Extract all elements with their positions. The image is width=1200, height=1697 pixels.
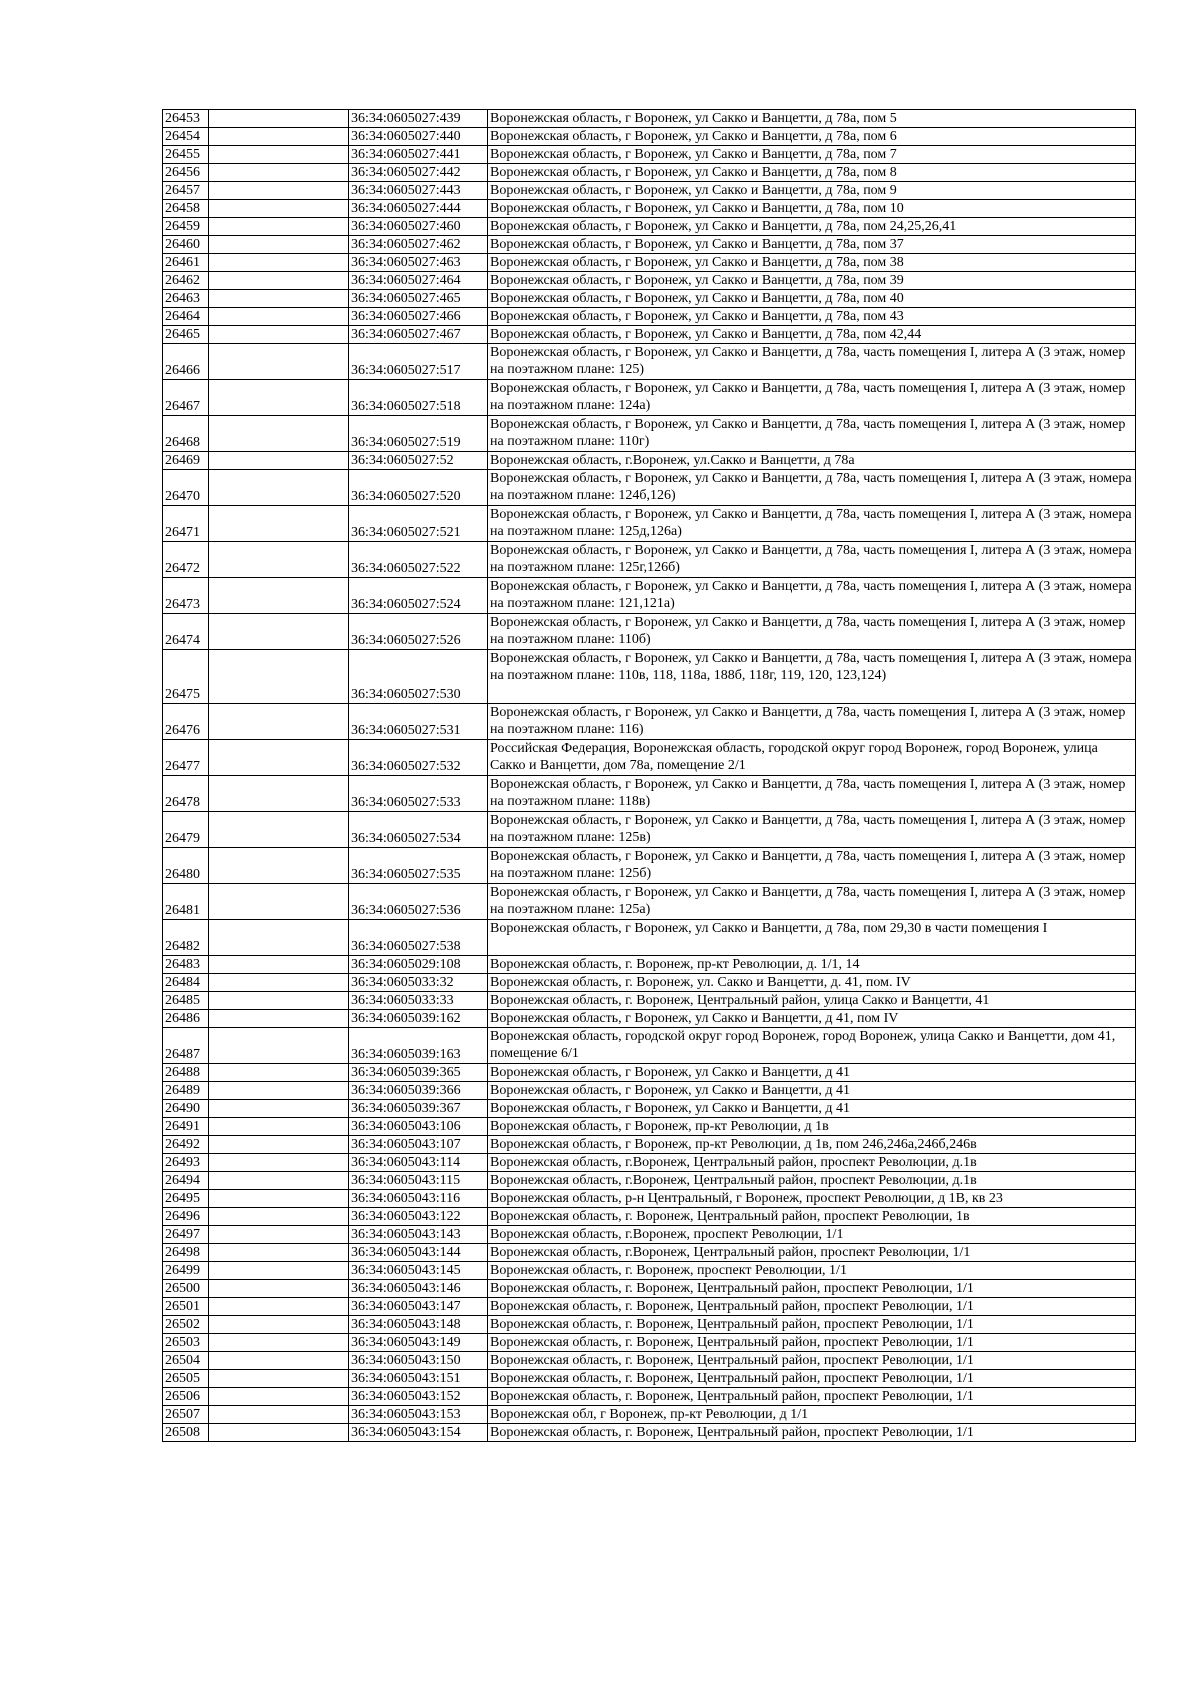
cadastral-number-cell: 36:34:0605027:444 (349, 200, 488, 218)
address-cell: Воронежская область, г Воронеж, ул Сакко и Ванцетти, д 78а, часть помещения I, литера А (3 этаж, номер на поэтажном плане: 125б) (488, 848, 1136, 884)
row-number-cell: 26458 (163, 200, 209, 218)
table-row (163, 1370, 1136, 1388)
table-row (163, 146, 1136, 164)
address-cell: Воронежская область, г. Воронеж, Центральный район, проспект Революции, 1/1 (488, 1280, 1136, 1298)
table-row (163, 1154, 1136, 1172)
table-row (163, 1406, 1136, 1424)
cadastral-number-cell: 36:34:0605027:460 (349, 218, 488, 236)
cadastral-number-cell: 36:34:0605027:532 (349, 740, 488, 776)
empty-cell (209, 1208, 349, 1226)
row-number-cell: 26466 (163, 344, 209, 380)
row-number-cell: 26477 (163, 740, 209, 776)
cadastral-number-cell: 36:34:0605043:114 (349, 1154, 488, 1172)
row-number-cell: 26481 (163, 884, 209, 920)
cadastral-number-cell: 36:34:0605027:517 (349, 344, 488, 380)
table-row (163, 1172, 1136, 1190)
empty-cell (209, 416, 349, 452)
table-row (163, 812, 1136, 848)
empty-cell (209, 1028, 349, 1064)
empty-cell (209, 776, 349, 812)
row-number-cell: 26480 (163, 848, 209, 884)
table-row (163, 236, 1136, 254)
row-number-cell: 26476 (163, 704, 209, 740)
row-number-cell: 26475 (163, 650, 209, 704)
table-row (163, 1352, 1136, 1370)
table-row (163, 164, 1136, 182)
row-number-cell: 26455 (163, 146, 209, 164)
registry-table (162, 109, 1136, 1442)
table-row (163, 1028, 1136, 1064)
empty-cell (209, 884, 349, 920)
cadastral-number-cell: 36:34:0605027:467 (349, 326, 488, 344)
table-row (163, 956, 1136, 974)
address-cell: Воронежская область, г. Воронеж, Центральный район, проспект Революции, 1/1 (488, 1316, 1136, 1334)
row-number-cell: 26467 (163, 380, 209, 416)
table-row (163, 542, 1136, 578)
address-cell: Воронежская область, г. Воронеж, Центральный район, проспект Революции, 1/1 (488, 1352, 1136, 1370)
cadastral-number-cell: 36:34:0605027:530 (349, 650, 488, 704)
empty-cell (209, 1424, 349, 1442)
address-cell: Воронежская область, г. Воронеж, Центральный район, улица Сакко и Ванцетти, 41 (488, 992, 1136, 1010)
row-number-cell: 26456 (163, 164, 209, 182)
address-cell: Воронежская область, г.Воронеж, Центральный район, проспект Революции, д.1в (488, 1154, 1136, 1172)
empty-cell (209, 812, 349, 848)
empty-cell (209, 920, 349, 956)
empty-cell (209, 956, 349, 974)
empty-cell (209, 254, 349, 272)
table-row (163, 416, 1136, 452)
address-cell: Воронежская область, г Воронеж, ул Сакко и Ванцетти, д 78а, пом 38 (488, 254, 1136, 272)
address-cell: Воронежская область, г. Воронеж, Центральный район, проспект Революции, 1/1 (488, 1424, 1136, 1442)
row-number-cell: 26487 (163, 1028, 209, 1064)
empty-cell (209, 1010, 349, 1028)
cadastral-number-cell: 36:34:0605027:526 (349, 614, 488, 650)
row-number-cell: 26507 (163, 1406, 209, 1424)
address-cell: Воронежская область, г.Воронеж, проспект Революции, 1/1 (488, 1226, 1136, 1244)
empty-cell (209, 1082, 349, 1100)
empty-cell (209, 326, 349, 344)
row-number-cell: 26497 (163, 1226, 209, 1244)
row-number-cell: 26482 (163, 920, 209, 956)
address-cell: Воронежская область, г Воронеж, ул Сакко и Ванцетти, д 78а, часть помещения I, литера А (3 этаж, номер на поэтажном плане: 118в) (488, 776, 1136, 812)
empty-cell (209, 1190, 349, 1208)
cadastral-number-cell: 36:34:0605039:365 (349, 1064, 488, 1082)
row-number-cell: 26490 (163, 1100, 209, 1118)
row-number-cell: 26505 (163, 1370, 209, 1388)
address-cell: Воронежская область, г Воронеж, ул Сакко и Ванцетти, д 78а, пом 42,44 (488, 326, 1136, 344)
empty-cell (209, 290, 349, 308)
address-cell: Воронежская область, г.Воронеж, Центральный район, проспект Революции, 1/1 (488, 1244, 1136, 1262)
cadastral-number-cell: 36:34:0605027:531 (349, 704, 488, 740)
cadastral-number-cell: 36:34:0605027:535 (349, 848, 488, 884)
address-cell: Воронежская область, г Воронеж, ул Сакко и Ванцетти, д 78а, часть помещения I, литера А (3 этаж, номер на поэтажном плане: 125в) (488, 812, 1136, 848)
row-number-cell: 26506 (163, 1388, 209, 1406)
cadastral-number-cell: 36:34:0605043:148 (349, 1316, 488, 1334)
table-row (163, 848, 1136, 884)
empty-cell (209, 1388, 349, 1406)
empty-cell (209, 1280, 349, 1298)
empty-cell (209, 146, 349, 164)
address-cell: Воронежская область, р-н Центральный, г Воронеж, проспект Революции, д 1В, кв 23 (488, 1190, 1136, 1208)
cadastral-number-cell: 36:34:0605027:465 (349, 290, 488, 308)
address-cell: Воронежская область, г. Воронеж, пр-кт Революции, д. 1/1, 14 (488, 956, 1136, 974)
cadastral-number-cell: 36:34:0605027:462 (349, 236, 488, 254)
table-row (163, 1082, 1136, 1100)
empty-cell (209, 470, 349, 506)
cadastral-number-cell: 36:34:0605039:163 (349, 1028, 488, 1064)
row-number-cell: 26472 (163, 542, 209, 578)
cadastral-number-cell: 36:34:0605027:519 (349, 416, 488, 452)
row-number-cell: 26500 (163, 1280, 209, 1298)
table-row (163, 1388, 1136, 1406)
address-cell: Воронежская область, г. Воронеж, Центральный район, проспект Революции, 1/1 (488, 1370, 1136, 1388)
address-cell: Воронежская область, г Воронеж, ул Сакко и Ванцетти, д 78а, пом 43 (488, 308, 1136, 326)
row-number-cell: 26504 (163, 1352, 209, 1370)
table-row (163, 776, 1136, 812)
table-row (163, 1118, 1136, 1136)
empty-cell (209, 182, 349, 200)
empty-cell (209, 452, 349, 470)
empty-cell (209, 542, 349, 578)
address-cell: Воронежская область, г Воронеж, ул Сакко и Ванцетти, д 78а, часть помещения I, литера А (3 этаж, номер на поэтажном плане: 116) (488, 704, 1136, 740)
empty-cell (209, 1298, 349, 1316)
table-row (163, 614, 1136, 650)
table-row (163, 290, 1136, 308)
cadastral-number-cell: 36:34:0605027:466 (349, 308, 488, 326)
row-number-cell: 26457 (163, 182, 209, 200)
address-cell: Воронежская область, г. Воронеж, проспект Революции, 1/1 (488, 1262, 1136, 1280)
row-number-cell: 26486 (163, 1010, 209, 1028)
address-cell: Воронежская область, городской округ город Воронеж, город Воронеж, улица Сакко и Ванцетти, дом 41, помещение 6/1 (488, 1028, 1136, 1064)
row-number-cell: 26465 (163, 326, 209, 344)
table-row (163, 578, 1136, 614)
cadastral-number-cell: 36:34:0605043:149 (349, 1334, 488, 1352)
row-number-cell: 26471 (163, 506, 209, 542)
table-row (163, 1226, 1136, 1244)
address-cell: Воронежская область, г Воронеж, ул Сакко и Ванцетти, д 78а, часть помещения I, литера А (3 этаж, номера на поэтажном плане: 121,121а) (488, 578, 1136, 614)
empty-cell (209, 380, 349, 416)
empty-cell (209, 110, 349, 128)
table-row (163, 992, 1136, 1010)
empty-cell (209, 506, 349, 542)
cadastral-number-cell: 36:34:0605043:107 (349, 1136, 488, 1154)
address-cell: Воронежская область, г Воронеж, ул Сакко и Ванцетти, д 78а, пом 6 (488, 128, 1136, 146)
address-cell: Воронежская область, г Воронеж, ул Сакко и Ванцетти, д 78а, часть помещения I, литера А (3 этаж, номер на поэтажном плане: 125) (488, 344, 1136, 380)
cadastral-number-cell: 36:34:0605043:143 (349, 1226, 488, 1244)
table-row (163, 254, 1136, 272)
cadastral-number-cell: 36:34:0605039:366 (349, 1082, 488, 1100)
row-number-cell: 26463 (163, 290, 209, 308)
cadastral-number-cell: 36:34:0605027:536 (349, 884, 488, 920)
empty-cell (209, 974, 349, 992)
cadastral-number-cell: 36:34:0605043:106 (349, 1118, 488, 1136)
cadastral-number-cell: 36:34:0605043:154 (349, 1424, 488, 1442)
address-cell: Воронежская обл, г Воронеж, пр-кт Революции, д 1/1 (488, 1406, 1136, 1424)
table-row (163, 974, 1136, 992)
address-cell: Воронежская область, г Воронеж, ул Сакко и Ванцетти, д 41 (488, 1064, 1136, 1082)
cadastral-number-cell: 36:34:0605027:52 (349, 452, 488, 470)
row-number-cell: 26484 (163, 974, 209, 992)
row-number-cell: 26485 (163, 992, 209, 1010)
cadastral-number-cell: 36:34:0605027:534 (349, 812, 488, 848)
address-cell: Воронежская область, г Воронеж, ул Сакко и Ванцетти, д 78а, пом 9 (488, 182, 1136, 200)
address-cell: Воронежская область, г Воронеж, ул Сакко и Ванцетти, д 78а, часть помещения I, литера А (3 этаж, номер на поэтажном плане: 110б) (488, 614, 1136, 650)
address-cell: Воронежская область, г Воронеж, ул Сакко и Ванцетти, д 78а, часть помещения I, литера А (3 этаж, номер на поэтажном плане: 125а) (488, 884, 1136, 920)
table-row (163, 470, 1136, 506)
table-row (163, 128, 1136, 146)
empty-cell (209, 1406, 349, 1424)
row-number-cell: 26493 (163, 1154, 209, 1172)
cadastral-number-cell: 36:34:0605027:522 (349, 542, 488, 578)
table-row (163, 272, 1136, 290)
row-number-cell: 26502 (163, 1316, 209, 1334)
cadastral-number-cell: 36:34:0605043:150 (349, 1352, 488, 1370)
cadastral-number-cell: 36:34:0605043:151 (349, 1370, 488, 1388)
table-row (163, 182, 1136, 200)
row-number-cell: 26499 (163, 1262, 209, 1280)
empty-cell (209, 1244, 349, 1262)
table-row (163, 380, 1136, 416)
address-cell: Воронежская область, г Воронеж, ул Сакко и Ванцетти, д 78а, часть помещения I, литера А (3 этаж, номер на поэтажном плане: 110г) (488, 416, 1136, 452)
table-row (163, 1244, 1136, 1262)
row-number-cell: 26460 (163, 236, 209, 254)
row-number-cell: 26473 (163, 578, 209, 614)
table-row (163, 1334, 1136, 1352)
empty-cell (209, 1370, 349, 1388)
table-row (163, 200, 1136, 218)
row-number-cell: 26479 (163, 812, 209, 848)
row-number-cell: 26459 (163, 218, 209, 236)
cadastral-number-cell: 36:34:0605043:115 (349, 1172, 488, 1190)
cadastral-number-cell: 36:34:0605027:533 (349, 776, 488, 812)
cadastral-number-cell: 36:34:0605027:464 (349, 272, 488, 290)
row-number-cell: 26492 (163, 1136, 209, 1154)
empty-cell (209, 1100, 349, 1118)
row-number-cell: 26488 (163, 1064, 209, 1082)
address-cell: Российская Федерация, Воронежская область, городской округ город Воронеж, город Воронеж, улица Сакко и Ванцетти, дом 78а, помещение 2/1 (488, 740, 1136, 776)
cadastral-number-cell: 36:34:0605043:122 (349, 1208, 488, 1226)
table-row (163, 1280, 1136, 1298)
cadastral-number-cell: 36:34:0605027:440 (349, 128, 488, 146)
empty-cell (209, 1118, 349, 1136)
empty-cell (209, 308, 349, 326)
address-cell: Воронежская область, г Воронеж, ул Сакко и Ванцетти, д 78а, часть помещения I, литера А (3 этаж, номера на поэтажном плане: 125г,126б) (488, 542, 1136, 578)
table-row (163, 1010, 1136, 1028)
row-number-cell: 26453 (163, 110, 209, 128)
row-number-cell: 26503 (163, 1334, 209, 1352)
row-number-cell: 26469 (163, 452, 209, 470)
cadastral-number-cell: 36:34:0605027:439 (349, 110, 488, 128)
empty-cell (209, 1064, 349, 1082)
address-cell: Воронежская область, г.Воронеж, ул.Сакко и Ванцетти, д 78а (488, 452, 1136, 470)
address-cell: Воронежская область, г Воронеж, пр-кт Революции, д 1в, пом 246,246а,246б,246в (488, 1136, 1136, 1154)
cadastral-number-cell: 36:34:0605043:116 (349, 1190, 488, 1208)
row-number-cell: 26496 (163, 1208, 209, 1226)
row-number-cell: 26489 (163, 1082, 209, 1100)
address-cell: Воронежская область, г. Воронеж, Центральный район, проспект Революции, 1в (488, 1208, 1136, 1226)
table-row (163, 344, 1136, 380)
empty-cell (209, 218, 349, 236)
cadastral-number-cell: 36:34:0605039:367 (349, 1100, 488, 1118)
address-cell: Воронежская область, г. Воронеж, Центральный район, проспект Революции, 1/1 (488, 1334, 1136, 1352)
row-number-cell: 26478 (163, 776, 209, 812)
row-number-cell: 26483 (163, 956, 209, 974)
table-row (163, 452, 1136, 470)
cadastral-number-cell: 36:34:0605043:153 (349, 1406, 488, 1424)
row-number-cell: 26491 (163, 1118, 209, 1136)
table-row (163, 110, 1136, 128)
table-row (163, 1316, 1136, 1334)
row-number-cell: 26474 (163, 614, 209, 650)
table-row (163, 884, 1136, 920)
table-row (163, 704, 1136, 740)
row-number-cell: 26508 (163, 1424, 209, 1442)
address-cell: Воронежская область, г Воронеж, ул Сакко и Ванцетти, д 78а, часть помещения I, литера А (3 этаж, номера на поэтажном плане: 124б,126) (488, 470, 1136, 506)
table-row (163, 326, 1136, 344)
address-cell: Воронежская область, г. Воронеж, ул. Сакко и Ванцетти, д. 41, пом. IV (488, 974, 1136, 992)
cadastral-number-cell: 36:34:0605043:146 (349, 1280, 488, 1298)
cadastral-number-cell: 36:34:0605027:443 (349, 182, 488, 200)
registry-table-body (163, 110, 1136, 1442)
address-cell: Воронежская область, г Воронеж, ул Сакко и Ванцетти, д 78а, пом 7 (488, 146, 1136, 164)
table-row (163, 920, 1136, 956)
table-row (163, 1424, 1136, 1442)
cadastral-number-cell: 36:34:0605027:521 (349, 506, 488, 542)
row-number-cell: 26498 (163, 1244, 209, 1262)
row-number-cell: 26462 (163, 272, 209, 290)
cadastral-number-cell: 36:34:0605039:162 (349, 1010, 488, 1028)
row-number-cell: 26468 (163, 416, 209, 452)
address-cell: Воронежская область, г Воронеж, ул Сакко и Ванцетти, д 78а, часть помещения I, литера А (3 этаж, номера на поэтажном плане: 110в, 118, 118а, 188б, 118г, 119, 120, 123,124) (488, 650, 1136, 704)
address-cell: Воронежская область, г.Воронеж, Центральный район, проспект Революции, д.1в (488, 1172, 1136, 1190)
cadastral-number-cell: 36:34:0605033:32 (349, 974, 488, 992)
cadastral-number-cell: 36:34:0605043:147 (349, 1298, 488, 1316)
cadastral-number-cell: 36:34:0605027:520 (349, 470, 488, 506)
address-cell: Воронежская область, г Воронеж, ул Сакко и Ванцетти, д 78а, пом 8 (488, 164, 1136, 182)
cadastral-number-cell: 36:34:0605027:442 (349, 164, 488, 182)
empty-cell (209, 1226, 349, 1244)
table-row (163, 1064, 1136, 1082)
empty-cell (209, 200, 349, 218)
address-cell: Воронежская область, г Воронеж, ул Сакко и Ванцетти, д 78а, пом 39 (488, 272, 1136, 290)
empty-cell (209, 992, 349, 1010)
address-cell: Воронежская область, г Воронеж, ул Сакко и Ванцетти, д 41 (488, 1100, 1136, 1118)
row-number-cell: 26495 (163, 1190, 209, 1208)
table-row (163, 740, 1136, 776)
address-cell: Воронежская область, г Воронеж, ул Сакко и Ванцетти, д 78а, пом 40 (488, 290, 1136, 308)
cadastral-number-cell: 36:34:0605043:144 (349, 1244, 488, 1262)
empty-cell (209, 704, 349, 740)
table-row (163, 1100, 1136, 1118)
empty-cell (209, 614, 349, 650)
table-row (163, 1262, 1136, 1280)
address-cell: Воронежская область, г Воронеж, ул Сакко и Ванцетти, д 78а, пом 10 (488, 200, 1136, 218)
row-number-cell: 26464 (163, 308, 209, 326)
table-row (163, 506, 1136, 542)
empty-cell (209, 128, 349, 146)
cadastral-number-cell: 36:34:0605027:538 (349, 920, 488, 956)
empty-cell (209, 1316, 349, 1334)
empty-cell (209, 236, 349, 254)
table-row (163, 1136, 1136, 1154)
table-row (163, 650, 1136, 704)
table-row (163, 1190, 1136, 1208)
row-number-cell: 26501 (163, 1298, 209, 1316)
empty-cell (209, 1136, 349, 1154)
cadastral-number-cell: 36:34:0605027:518 (349, 380, 488, 416)
empty-cell (209, 344, 349, 380)
address-cell: Воронежская область, г Воронеж, ул Сакко и Ванцетти, д 78а, часть помещения I, литера А (3 этаж, номера на поэтажном плане: 125д,126а) (488, 506, 1136, 542)
row-number-cell: 26461 (163, 254, 209, 272)
cadastral-number-cell: 36:34:0605033:33 (349, 992, 488, 1010)
address-cell: Воронежская область, г Воронеж, ул Сакко и Ванцетти, д 41 (488, 1082, 1136, 1100)
table-row (163, 1298, 1136, 1316)
table-row (163, 308, 1136, 326)
address-cell: Воронежская область, г Воронеж, ул Сакко и Ванцетти, д 41, пом IV (488, 1010, 1136, 1028)
address-cell: Воронежская область, г. Воронеж, Центральный район, проспект Революции, 1/1 (488, 1388, 1136, 1406)
table-row (163, 1208, 1136, 1226)
row-number-cell: 26470 (163, 470, 209, 506)
cadastral-number-cell: 36:34:0605043:152 (349, 1388, 488, 1406)
cadastral-number-cell: 36:34:0605027:524 (349, 578, 488, 614)
empty-cell (209, 650, 349, 704)
empty-cell (209, 1334, 349, 1352)
cadastral-number-cell: 36:34:0605043:145 (349, 1262, 488, 1280)
empty-cell (209, 272, 349, 290)
empty-cell (209, 578, 349, 614)
table-row (163, 218, 1136, 236)
address-cell: Воронежская область, г Воронеж, ул Сакко и Ванцетти, д 78а, часть помещения I, литера А (3 этаж, номер на поэтажном плане: 124а) (488, 380, 1136, 416)
address-cell: Воронежская область, г Воронеж, пр-кт Революции, д 1в (488, 1118, 1136, 1136)
address-cell: Воронежская область, г Воронеж, ул Сакко и Ванцетти, д 78а, пом 29,30 в части помещения I (488, 920, 1136, 956)
empty-cell (209, 1352, 349, 1370)
cadastral-number-cell: 36:34:0605027:441 (349, 146, 488, 164)
address-cell: Воронежская область, г Воронеж, ул Сакко и Ванцетти, д 78а, пом 24,25,26,41 (488, 218, 1136, 236)
empty-cell (209, 1154, 349, 1172)
row-number-cell: 26454 (163, 128, 209, 146)
row-number-cell: 26494 (163, 1172, 209, 1190)
empty-cell (209, 164, 349, 182)
cadastral-number-cell: 36:34:0605029:108 (349, 956, 488, 974)
empty-cell (209, 740, 349, 776)
empty-cell (209, 1262, 349, 1280)
empty-cell (209, 1172, 349, 1190)
address-cell: Воронежская область, г. Воронеж, Центральный район, проспект Революции, 1/1 (488, 1298, 1136, 1316)
cadastral-number-cell: 36:34:0605027:463 (349, 254, 488, 272)
empty-cell (209, 848, 349, 884)
address-cell: Воронежская область, г Воронеж, ул Сакко и Ванцетти, д 78а, пом 5 (488, 110, 1136, 128)
address-cell: Воронежская область, г Воронеж, ул Сакко и Ванцетти, д 78а, пом 37 (488, 236, 1136, 254)
